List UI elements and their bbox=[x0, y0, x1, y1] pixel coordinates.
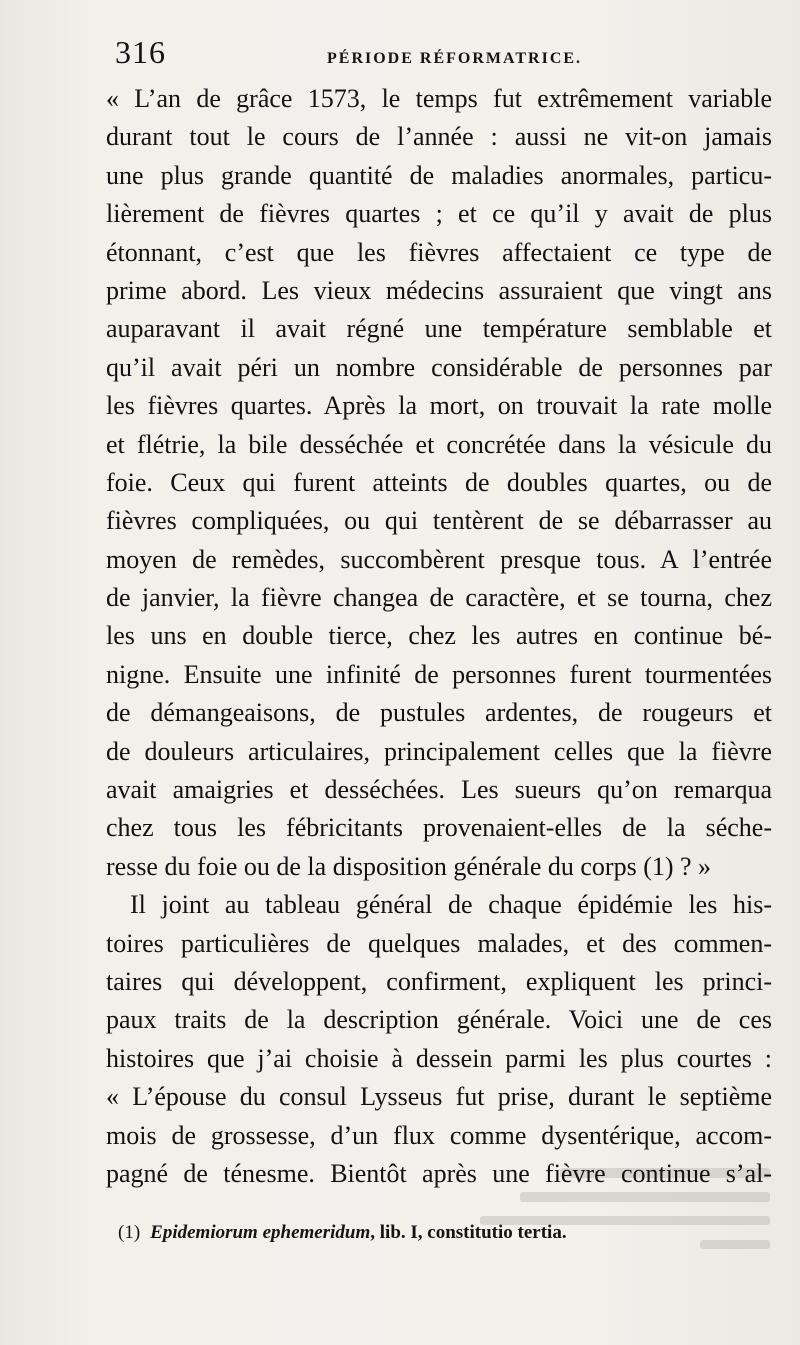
text-line: moyen de remèdes, succombèrent presque tous. A l’entrée bbox=[106, 544, 772, 574]
main-text bbox=[106, 80, 772, 1193]
text-line: toires particulières de quelques malades, et des commen- bbox=[106, 928, 772, 958]
text-line: les uns en double tierce, chez les autres en continue bé- bbox=[106, 621, 772, 651]
text-line: étonnant, c’est que les fièvres affectaient ce type de bbox=[106, 237, 772, 267]
text-line: « L’an de grâce 1573, le temps fut extrêmement variable bbox=[106, 84, 772, 113]
text-line: pagné de ténesme. Bientôt après une fièvre continue s’al- bbox=[106, 1158, 772, 1188]
text-line: et flétrie, la bile desséchée et concrétée dans la vésicule du bbox=[106, 429, 772, 459]
footnote-marker: (1) bbox=[118, 1222, 141, 1243]
page-header bbox=[115, 30, 775, 80]
page-number: 316 bbox=[115, 34, 166, 70]
text-line: nigne. Ensuite une infinité de personnes furent tourmentées bbox=[106, 659, 772, 689]
running-head: PÉRIODE RÉFORMATRICE. bbox=[327, 50, 583, 67]
footnote-title: Epidemiorum ephemeridum bbox=[150, 1222, 371, 1243]
text-line: avait amaigries et desséchées. Les sueurs qu’on remarqua bbox=[106, 775, 772, 805]
text-line: foie. Ceux qui furent atteints de doubles quartes, ou de bbox=[106, 467, 772, 497]
text-line: de démangeaisons, de pustules ardentes, de rougeurs et bbox=[106, 698, 772, 728]
footnote-reference: , lib. I, constitutio tertia. bbox=[370, 1222, 567, 1243]
text-line: resse du foie ou de la disposition générale du corps (1) ? » bbox=[106, 851, 712, 881]
text-line: histoires que j’ai choisie à dessein parmi les plus courtes : bbox=[106, 1043, 772, 1073]
text-line: qu’il avait péri un nombre considérable de personnes par bbox=[106, 352, 772, 382]
text-line: prime abord. Les vieux médecins assuraient que vingt ans bbox=[106, 275, 772, 305]
text-line: de douleurs articulaires, principalement celles que la fièvre bbox=[106, 736, 772, 766]
text-line: auparavant il avait régné une température semblable et bbox=[106, 314, 772, 344]
text-line: « L’épouse du consul Lysseus fut prise, durant le septième bbox=[106, 1082, 772, 1112]
text-line: mois de grossesse, d’un flux comme dysentérique, accom- bbox=[106, 1120, 772, 1150]
footnote bbox=[118, 1222, 758, 1244]
text-line: lièrement de fièvres quartes ; et ce qu’il y avait de plus bbox=[106, 199, 772, 229]
text-line: chez tous les fébricitants provenaient-elles de la séche- bbox=[106, 813, 772, 843]
text-line: durant tout le cours de l’année : aussi ne vit-on jamais bbox=[106, 122, 772, 152]
text-line: les fièvres quartes. Après la mort, on trouvait la rate molle bbox=[106, 391, 772, 421]
text-line: de janvier, la fièvre changea de caractère, et se tourna, chez bbox=[106, 583, 772, 613]
text-line: fièvres compliquées, ou qui tentèrent de se débarrasser au bbox=[106, 506, 772, 536]
text-line: taires qui développent, confirment, expliquent les princi- bbox=[106, 966, 772, 996]
text-line: une plus grande quantité de maladies anormales, particu- bbox=[106, 160, 772, 190]
paragraph-start-line: Il joint au tableau général de chaque épidémie les his- bbox=[130, 890, 772, 920]
text-line: paux traits de la description générale. Voici une de ces bbox=[106, 1005, 772, 1035]
